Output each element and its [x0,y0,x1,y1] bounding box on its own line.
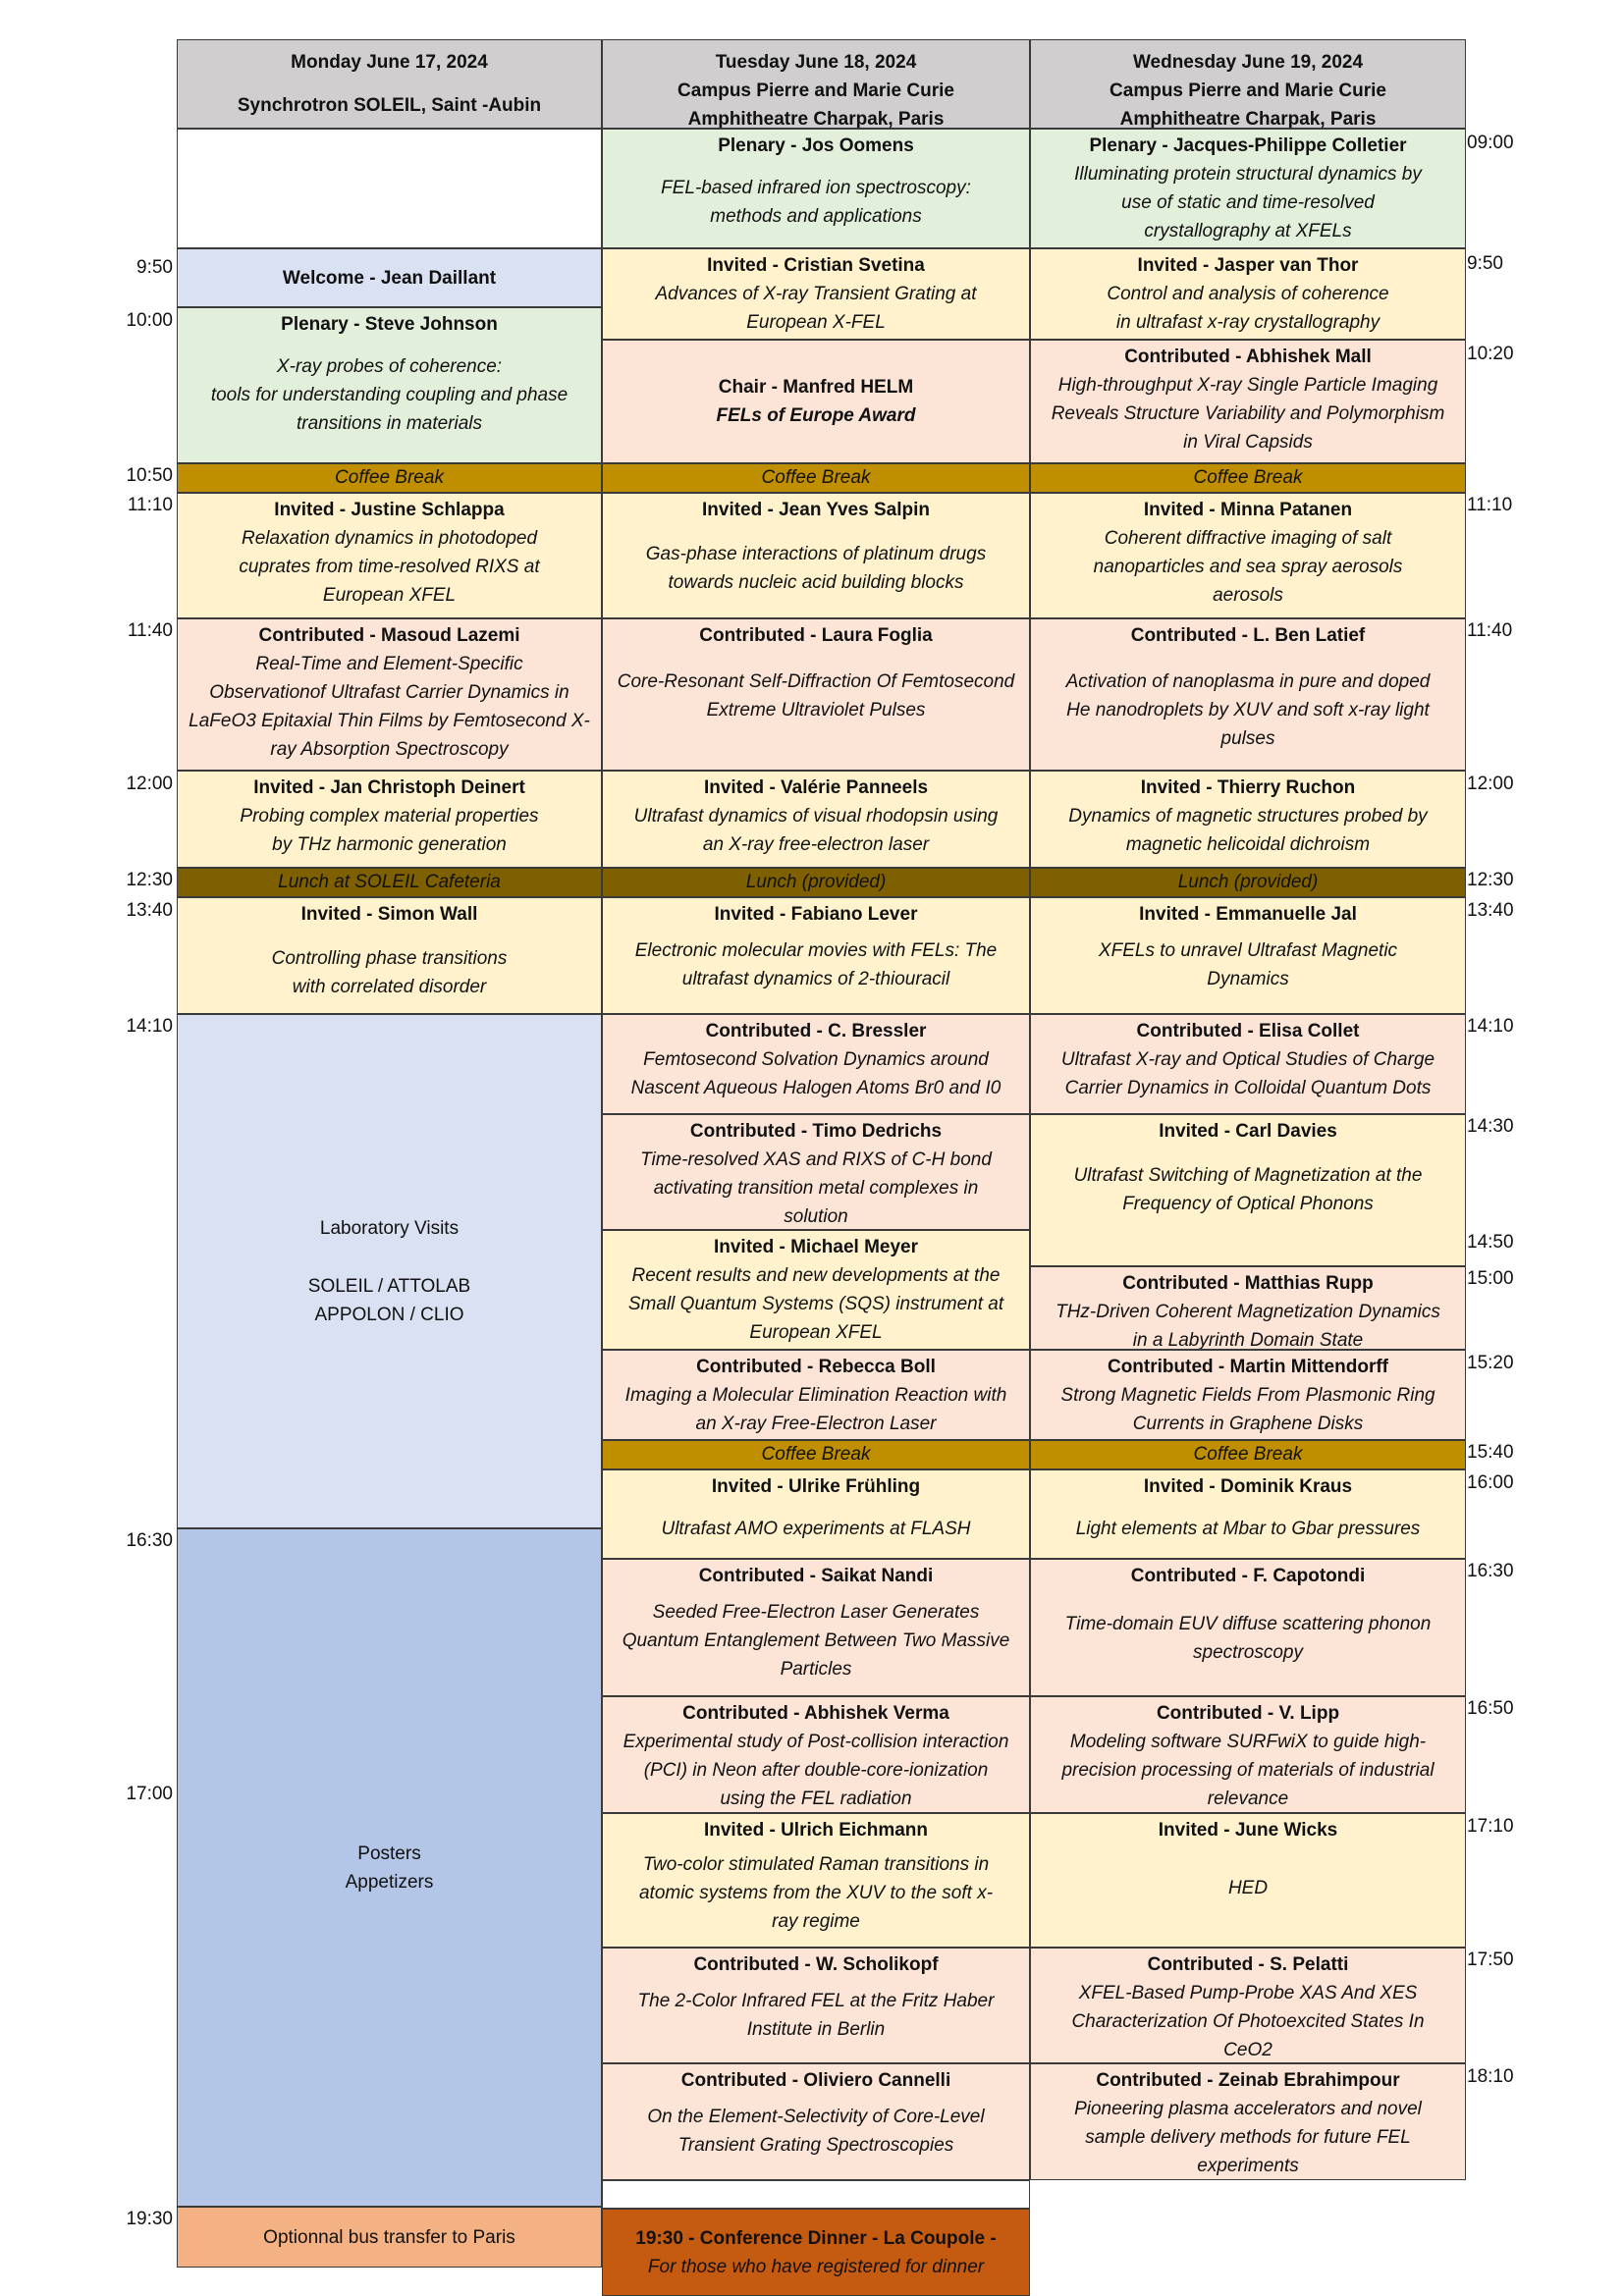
header-line: Amphitheatre Charpak, Paris [1119,109,1377,129]
session-description-line: Extreme Ultraviolet Pulses [706,700,926,721]
posters-session [177,1528,602,2207]
time-label-right: 13:40 [1467,900,1514,921]
time-label-left: 12:00 [126,774,173,794]
header-line: Campus Pierre and Marie Curie [1110,80,1386,101]
session-title: Contributed - L. Ben Latief [1130,625,1366,646]
header-line: Wednesday June 19, 2024 [1132,52,1364,73]
session-title: Contributed - Abhishek Mall [1124,347,1372,367]
session-title: Invited - Carl Davies [1159,1121,1337,1142]
session-description-line: Currents in Graphene Disks [1132,1414,1364,1434]
session-description-line: Light elements at Mbar to Gbar pressures [1075,1519,1421,1539]
session-description-line: APPOLON / CLIO [314,1304,464,1325]
session-description-line: Nascent Aqueous Halogen Atoms Br0 and I0 [630,1078,1001,1098]
session-description-line: European X-FEL [746,312,886,333]
session-title: Contributed - S. Pelatti [1147,1954,1349,1975]
contributed-session [602,1350,1030,1440]
time-label-right: 16:50 [1467,1698,1514,1719]
time-label-left: 11:10 [127,495,173,515]
contributed-session [1030,1350,1466,1440]
plenary-session [177,307,602,463]
session-description-line: Strong Magnetic Fields From Plasmonic Ring [1060,1385,1435,1406]
session-description-line: Observationof Ultrafast Carrier Dynamics in [209,682,569,703]
session-description-line: Time-domain EUV diffuse scattering phonon [1064,1614,1432,1634]
session-description-line: pulses [1220,728,1275,749]
session-title: Invited - Dominik Kraus [1143,1476,1353,1497]
chair-award-session [602,340,1030,463]
header-monday [177,39,602,129]
session-description-line: cuprates from time-resolved RIXS at [239,557,540,577]
time-label-right: 16:00 [1467,1472,1514,1493]
lunch-break [177,868,602,897]
time-label-left: 16:30 [126,1530,173,1551]
session-description-line: Recent results and new developments at the [631,1265,1001,1286]
invited-session [1030,248,1466,340]
session-title: Contributed - Zeinab Ebrahimpour [1096,2070,1400,2091]
lunch-break [1030,868,1466,897]
session-description-line: ray Absorption Spectroscopy [270,739,509,760]
plenary-session [1030,129,1466,248]
session-description-line: CeO2 [1223,2040,1272,2060]
header-wednesday [1030,39,1466,129]
invited-session [1030,493,1466,618]
session-description-line: Real-Time and Element-Specific [255,654,523,674]
contributed-session [1030,340,1466,463]
contributed-session [602,618,1030,771]
contributed-session [1030,1559,1466,1696]
contributed-session [602,2063,1030,2180]
session-title: Contributed - V. Lipp [1156,1703,1340,1724]
time-label-right: 10:20 [1467,344,1514,364]
time-label-right: 17:50 [1467,1949,1514,1970]
contributed-session [602,1114,1030,1230]
session-title: Plenary - Jos Oomens [718,135,914,156]
session-description-line: Coffee Break [1193,467,1303,488]
session-description-line: Ultrafast Switching of Magnetization at the [1073,1165,1423,1186]
session-title: Invited - Justine Schlappa [274,500,505,520]
session-description-line: methods and applications [710,206,922,227]
invited-session [602,897,1030,1014]
bus-transfer [177,2207,602,2268]
session-description-line: Small Quantum Systems (SQS) instrument at [627,1294,1004,1314]
invited-session [602,493,1030,618]
invited-session [177,771,602,868]
session-description-line: Gas-phase interactions of platinum drugs [645,544,987,564]
time-label-right: 11:40 [1467,620,1513,641]
session-description-line: High-throughput X-ray Single Particle Imaging [1057,375,1438,396]
session-title: Contributed - Masoud Lazemi [258,625,520,646]
session-description-line: Coffee Break [335,467,444,488]
session-description-line: solution [784,1206,848,1227]
session-title: Contributed - Martin Mittendorff [1107,1357,1388,1377]
session-title: Contributed - Oliviero Cannelli [680,2070,951,2091]
session-description-line: Optionnal bus transfer to Paris [263,2226,515,2248]
session-description-line: Transient Grating Spectroscopies [677,2135,954,2156]
time-label-right: 14:30 [1467,1116,1514,1137]
time-label-left: 11:40 [127,620,173,641]
session-title: Invited - Jasper van Thor [1137,255,1359,276]
session-title: Invited - Ulrike Frühling [711,1476,921,1497]
session-description-line: magnetic helicoidal dichroism [1125,834,1371,855]
session-title: Contributed - C. Bressler [705,1021,927,1041]
session-description-line: activating transition metal complexes in [653,1178,979,1199]
invited-session [1030,897,1466,1014]
session-description-line: with correlated disorder [292,977,487,997]
session-title: Welcome - Jean Daillant [282,267,497,289]
time-label-left: 13:40 [126,900,173,921]
session-description-line: Laboratory Visits [319,1217,460,1239]
session-title: Contributed - Abhishek Verma [682,1703,949,1724]
session-description-line: FELs of Europe Award [716,405,916,426]
tuesday-empty-slot [602,2180,1030,2209]
session-description-line: Lunch (provided) [1177,872,1319,892]
session-description-line: Relaxation dynamics in photodoped [241,528,538,549]
coffee-break [1030,1440,1466,1469]
time-label-right: 16:30 [1467,1561,1514,1581]
contributed-session [1030,1014,1466,1114]
session-description-line: in a Labyrinth Domain State [1132,1330,1364,1350]
session-description-line: XFELs to unravel Ultrafast Magnetic [1098,940,1398,961]
contributed-session [1030,2063,1466,2180]
session-title: Invited - Thierry Ruchon [1140,777,1356,798]
session-description-line: an X-ray Free-Electron Laser [695,1414,937,1434]
lunch-break [602,868,1030,897]
session-description-line: Coffee Break [1193,1444,1303,1465]
session-title: Contributed - Rebecca Boll [696,1357,936,1377]
invited-session [602,248,1030,340]
time-label-left: 10:00 [126,310,173,331]
session-title: Invited - Michael Meyer [713,1237,918,1257]
session-description-line: Dynamics [1207,969,1289,989]
session-description-line: LaFeO3 Epitaxial Thin Films by Femtosecond X- [189,711,590,731]
session-title: Invited - Jean Yves Salpin [702,500,930,520]
contributed-session [177,618,602,771]
time-label-right: 15:40 [1467,1442,1514,1463]
invited-session [1030,771,1466,868]
session-description-line: Imaging a Molecular Elimination Reaction with [624,1385,1007,1406]
session-description-line: Experimental study of Post-collision interaction [623,1732,1009,1752]
session-description-line: European XFEL [322,585,457,606]
session-description-line: Appetizers [345,1871,434,1893]
session-description-line: Controlling phase transitions [271,948,508,969]
time-label-left: 17:00 [126,1784,173,1804]
contributed-session [1030,1696,1466,1813]
session-description-line: SOLEIL / ATTOLAB [307,1275,471,1297]
session-description-line: Quantum Entanglement Between Two Massive [622,1630,1010,1651]
session-title: Invited - Cristian Svetina [707,255,925,276]
contributed-session [602,1696,1030,1813]
header-line: Campus Pierre and Marie Curie [677,80,954,101]
session-description-line: European XFEL [749,1322,883,1343]
session-description-line: THz-Driven Coherent Magnetization Dynamics [1056,1302,1440,1322]
time-label-left: 19:30 [126,2209,173,2229]
session-description-line: atomic systems from the XUV to the soft x- [638,1883,994,1903]
session-description-line: Carrier Dynamics in Colloidal Quantum Dots [1064,1078,1432,1098]
session-description-line: tools for understanding coupling and phase [210,385,568,405]
time-label-right: 15:20 [1467,1353,1514,1373]
session-title: Invited - Jan Christoph Deinert [253,777,525,798]
session-description-line: Reveals Structure Variability and Polymorphism [1051,403,1445,424]
invited-session [1030,1813,1466,1948]
session-description-line: Dynamics of magnetic structures probed by [1068,806,1428,827]
session-description-line: Ultrafast X-ray and Optical Studies of Charge [1060,1049,1435,1070]
time-label-right: 09:00 [1467,133,1514,153]
session-description-line: Modeling software SURFwiX to guide high- [1069,1732,1427,1752]
contributed-session [602,1948,1030,2063]
session-description-line: in Viral Capsids [1183,432,1313,453]
session-description-line: experiments [1197,2156,1299,2176]
session-description-line: Activation of nanoplasma in pure and doped [1065,671,1431,692]
session-title: Invited - Valérie Panneels [703,777,929,798]
session-description-line: HED [1227,1878,1269,1898]
invited-session [1030,1114,1466,1266]
session-description-line: Institute in Berlin [746,2019,886,2040]
session-description-line: aerosols [1213,585,1283,606]
session-description-line: The 2-Color Infrared FEL at the Fritz Haber [637,1991,995,2011]
laboratory-visits [177,1014,602,1528]
time-label-left: 12:30 [126,870,173,890]
coffee-break [602,463,1030,493]
session-description-line: use of static and time-resolved [1121,192,1375,213]
session-description-line: Ultrafast AMO experiments at FLASH [661,1519,971,1539]
session-description-line: For those who have registered for dinner [647,2256,985,2277]
session-description-line: Advances of X-ray Transient Grating at [655,284,977,304]
session-description-line: ultrafast dynamics of 2-thiouracil [681,969,950,989]
session-description-line: Posters [357,1842,421,1864]
session-title: Contributed - Saikat Nandi [698,1566,934,1586]
session-description-line: crystallography at XFELs [1144,221,1352,241]
session-description-line: Control and analysis of coherence [1107,284,1389,304]
session-description-line: Illuminating protein structural dynamics by [1074,164,1422,185]
header-line: Monday June 17, 2024 [291,52,488,73]
session-description-line: sample delivery methods for future FEL [1085,2127,1411,2148]
coffee-break [177,463,602,493]
session-description-line: ray regime [772,1911,860,1932]
monday-empty-slot [177,129,602,248]
time-label-right: 12:30 [1467,870,1514,890]
header-tuesday [602,39,1030,129]
session-title: Contributed - Elisa Collet [1136,1021,1360,1041]
session-description-line: He nanodroplets by XUV and soft x-ray light [1066,700,1430,721]
contributed-session [1030,1266,1466,1350]
coffee-break [1030,463,1466,493]
session-description-line: Coherent diffractive imaging of salt [1104,528,1392,549]
session-description-line: Pioneering plasma accelerators and novel [1074,2099,1422,2119]
invited-session [602,1813,1030,1948]
invited-session [602,1469,1030,1559]
time-label-right: 15:00 [1467,1268,1514,1289]
welcome-session [177,248,602,307]
session-title: Invited - Ulrich Eichmann [703,1820,929,1841]
invited-session [602,771,1030,868]
session-description-line: Lunch at SOLEIL Cafeteria [278,872,501,892]
session-description-line: Electronic molecular movies with FELs: The [634,940,998,961]
session-description-line: XFEL-Based Pump-Probe XAS And XES [1078,1983,1418,2003]
session-description-line: an X-ray free-electron laser [702,834,930,855]
time-label-right: 17:10 [1467,1816,1514,1837]
session-description-line: transitions in materials [296,413,483,434]
session-title: Contributed - Laura Foglia [699,625,933,646]
session-description-line: Coffee Break [761,1444,871,1465]
session-title: Invited - Fabiano Lever [714,904,918,925]
session-description-line: Ultrafast dynamics of visual rhodopsin using [633,806,999,827]
contributed-session [602,1014,1030,1114]
session-description-line: in ultrafast x-ray crystallography [1115,312,1380,333]
session-description-line: Seeded Free-Electron Laser Generates [652,1602,980,1623]
session-title: Contributed - Timo Dedrichs [689,1121,943,1142]
session-description-line: Two-color stimulated Raman transitions in [642,1854,990,1875]
session-description-line: relevance [1207,1789,1289,1809]
session-title: Invited - Minna Patanen [1143,500,1353,520]
session-description-line: X-ray probes of coherence: [276,356,503,377]
plenary-session [602,129,1030,248]
session-description-line: spectroscopy [1193,1642,1303,1663]
time-label-right: 9:50 [1467,253,1503,274]
session-title: Chair - Manfred HELM [718,377,914,398]
session-description-line: On the Element-Selectivity of Core-Level [647,2107,985,2127]
session-description-line: Probing complex material properties [240,806,539,827]
contributed-session [602,1559,1030,1696]
contributed-session [1030,1948,1466,2063]
session-description-line: using the FEL radiation [720,1789,912,1809]
session-description-line: Characterization Of Photoexcited States In [1071,2011,1425,2032]
invited-session [1030,1469,1466,1559]
session-title: Contributed - Matthias Rupp [1122,1273,1374,1294]
time-label-left: 9:50 [136,257,173,278]
session-title: Contributed - F. Capotondi [1130,1566,1366,1586]
session-description-line: FEL-based infrared ion spectroscopy: [661,178,971,198]
session-description-line: nanoparticles and sea spray aerosols [1093,557,1403,577]
time-label-left: 14:10 [126,1016,173,1037]
session-description-line: Time-resolved XAS and RIXS of C-H bond [640,1149,992,1170]
session-description-line: Lunch (provided) [745,872,887,892]
session-description-line: Frequency of Optical Phonons [1122,1194,1374,1214]
time-label-left: 10:50 [126,465,173,486]
header-line: Tuesday June 18, 2024 [715,52,917,73]
session-title: Invited - Simon Wall [300,904,478,925]
time-label-right: 12:00 [1467,774,1514,794]
header-line: Synchrotron SOLEIL, Saint -Aubin [237,95,542,116]
session-description-line: precision processing of materials of industrial [1061,1760,1435,1781]
session-description-line: Coffee Break [761,467,871,488]
session-title: 19:30 - Conference Dinner - La Coupole - [635,2227,997,2249]
session-description-line: by THz harmonic generation [272,834,507,855]
invited-session [177,897,602,1014]
contributed-session [1030,618,1466,771]
session-title: Invited - June Wicks [1158,1820,1338,1841]
session-description-line: (PCI) in Neon after double-core-ionization [643,1760,989,1781]
invited-session [177,493,602,618]
session-description-line: Core-Resonant Self-Diffraction Of Femtosecond [617,671,1015,692]
time-label-right: 18:10 [1467,2066,1514,2087]
session-title: Plenary - Steve Johnson [281,314,498,335]
session-description-line: towards nucleic acid building blocks [668,572,964,593]
session-title: Plenary - Jacques-Philippe Colletier [1089,135,1407,156]
session-title: Contributed - W. Scholikopf [693,1954,939,1975]
invited-session [602,1230,1030,1350]
conference-dinner [602,2209,1030,2296]
time-label-right: 14:50 [1467,1232,1514,1253]
session-description-line: Particles [780,1659,852,1680]
time-label-right: 11:10 [1467,495,1513,515]
header-line: Amphitheatre Charpak, Paris [687,109,945,129]
coffee-break [602,1440,1030,1469]
session-title: Invited - Emmanuelle Jal [1139,904,1357,925]
session-description-line: Femtosecond Solvation Dynamics around [643,1049,989,1070]
time-label-right: 14:10 [1467,1016,1514,1037]
